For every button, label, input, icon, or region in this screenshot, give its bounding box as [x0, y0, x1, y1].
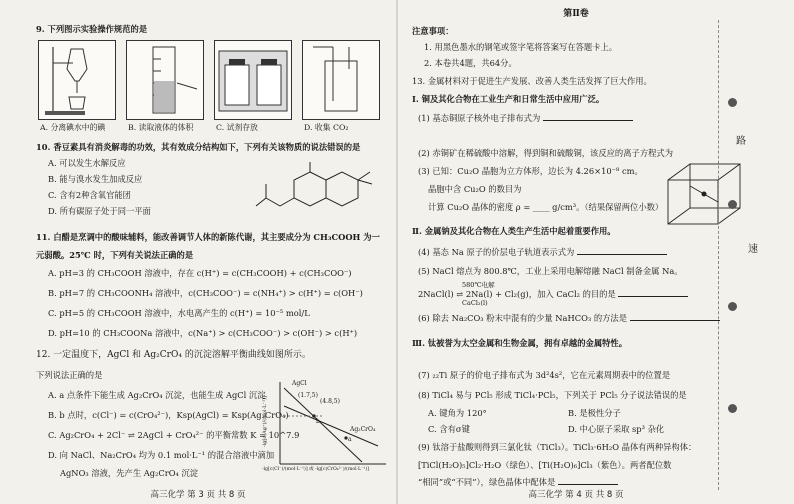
q10-option-d: D. 所有碳原子处于同一平面: [48, 206, 151, 216]
q11-option-d: D. pH=10 的 CH₃COONa 溶液中，c(Na⁺) > c(CH₃COO⁻) > c(OH⁻) > c(H⁺): [48, 328, 358, 338]
q12-option-d-cont: AgNO₃ 溶液，先产生 Ag₂CrO₄ 沉淀: [60, 468, 199, 478]
sub-q5: (5) NaCl 熔点为 800.8℃，工业上采用电解熔融 NaCl 制备金属 Na。: [418, 266, 683, 276]
q11-option-a: A. pH=3 的 CH₃COOH 溶液中，存在 c(H⁺) = c(CH₃COOH) + c(CH₃COO⁻): [48, 268, 352, 278]
sub-q1: (1) 基态铜原子核外电子排布式为: [418, 112, 734, 124]
q12-option-c: C. Ag₂CrO₄ + 2Cl⁻ ⇌ 2AgCl + CrO₄²⁻ 的平衡常数 K = 10^7.9: [48, 430, 300, 440]
sub-q5-equation: 2NaCl(l) ⇌ 2Na(l) + Cl₂(g)，加入 CaCl₂ 的目的是: [418, 288, 734, 300]
measuring-cylinder-figure: [126, 40, 204, 120]
sub-q8-option-b: B. 是极性分子: [568, 408, 621, 418]
point-b-label: b: [316, 418, 320, 425]
q12-line1: 12. 一定温度下，AgCl 和 Ag₂CrO₄ 的沉淀溶解平衡曲线如图所示。: [36, 350, 311, 360]
section2-title: Ⅱ. 金属钠及其化合物在人类生产生活中起着重要作用。: [412, 226, 616, 236]
binding-hole: [728, 404, 737, 413]
binding-line: [718, 20, 720, 490]
q9-option-c: C. 试剂存放: [216, 123, 258, 132]
sub-q8-option-c: C. 含有σ键: [428, 424, 470, 434]
sub-q9-ligand: “相同”或“不同”），绿色晶体中配体是: [418, 476, 734, 488]
coumarin-structure: [250, 158, 380, 220]
q12-option-a: A. a 点条件下能生成 Ag₂CrO₄ 沉淀，也能生成 AgCl 沉淀: [48, 390, 266, 400]
pt1-label: (1.7,5): [298, 392, 318, 399]
section3-title: Ⅲ. 钛被誉为太空金属和生物金属，拥有卓越的金属特性。: [412, 338, 628, 348]
gas-collection-figure: [302, 40, 380, 120]
q12-option-d: D. 向 NaCl、Na₂CrO₄ 均为 0.1 mol·L⁻¹ 的混合溶液中滴加: [48, 450, 275, 460]
q10-option-b: B. 能与溴水发生加成反应: [48, 174, 143, 184]
curve1-label: AgCl: [292, 380, 307, 387]
page-3: [0, 0, 396, 504]
page-4: [398, 0, 794, 504]
sub-q9-isomers: [TiCl(H₂O)₅]Cl₂·H₂O（绿色）、[Ti(H₂O)₆]Cl₃（紫色）。两者配位数: [418, 460, 672, 470]
sub-q2: (2) 赤铜矿在稀硫酸中溶解，得到铜和硫酸铜，该反应的离子方程式为: [418, 148, 674, 158]
graph-xlabel: -lg[c(Cl⁻)/(mol·L⁻¹)] 或 -lg[c(CrO₄²⁻)/(mol·L⁻¹)]: [262, 467, 369, 472]
side-margin-char: 速: [748, 244, 758, 255]
q11-line1: 11. 白醋是烹调中的酸味辅料，能改善调节人体的新陈代谢，其主要成分为 CH₃COOH 为一: [36, 232, 380, 242]
notes-title: 注意事项：: [412, 26, 454, 36]
sub-q8-option-d: D. 中心原子采取 sp³ 杂化: [568, 424, 665, 434]
curve2-label: Ag₂CrO₄: [350, 426, 376, 433]
point-a-label: a: [348, 436, 352, 443]
q12-option-b: B. b 点时，c(Cl⁻) = c(CrO₄²⁻)，Ksp(AgCl) = Ksp(Ag₂CrO₄): [48, 410, 289, 420]
q9-option-b: B. 读取液体的体积: [128, 123, 194, 132]
cu2o-unit-cell: [660, 160, 750, 228]
graph-ylabel: -lg[c(Ag⁺)/(mol·L⁻¹)]: [262, 396, 268, 448]
binding-hole: [728, 200, 737, 209]
sub-q3: (3) 已知：Cu₂O 晶胞为立方体形，边长为 4.26×10⁻⁸ cm。: [418, 166, 643, 176]
q10-option-c: C. 含有2种含氧官能团: [48, 190, 131, 200]
sub-q4: (4) 基态 Na 原子的价层电子轨道表示式为: [418, 246, 734, 258]
sub-q6: (6) 除去 Na₂CO₃ 粉末中混有的少量 NaHCO₃ 的方法是: [418, 312, 734, 324]
electrolysis-condition-below: CaCl₂(l): [462, 299, 488, 307]
separatory-funnel-figure: [38, 40, 116, 120]
page-4-footer: 高三化学 第 4 页 共 8 页: [528, 490, 624, 500]
note-1: 1. 用黑色墨水的钢笔或签字笔将答案写在答题卡上。: [424, 42, 618, 52]
q12-line2: 下列说法正确的是: [36, 370, 103, 380]
section1-title: Ⅰ. 铜及其化合物在工业生产和日常生活中应用广泛。: [412, 94, 605, 104]
sub-q8: (8) TiCl₄ 易与 PCl₅ 形成 TiCl₄·PCl₅，下列关于 PCl₅ 分子说法错误的是: [418, 390, 687, 400]
page-3-footer: 高三化学 第 3 页 共 8 页: [150, 490, 246, 500]
pt2-label: (4.8,5): [320, 398, 340, 405]
q9-option-d: D. 收集 CO₂: [304, 123, 349, 132]
q11-option-c: C. pH=5 的 CH₃COOH 溶液中，水电离产生的 c(H⁺) = 10⁻⁵ mol/L: [48, 308, 310, 318]
side-margin-char: 路: [736, 136, 746, 147]
q10-option-a: A. 可以发生水解反应: [48, 158, 126, 168]
binding-hole: [728, 302, 737, 311]
sub-q3-count: 晶胞中含 Cu₂O 的数目为: [428, 184, 522, 194]
binding-hole: [728, 98, 737, 107]
q9-option-a: A. 分离碘水中的碘: [40, 123, 106, 132]
q9-stem: 9. 下列图示实验操作规范的是: [36, 24, 148, 34]
sub-q9: (9) 钛溶于盐酸则得到三氯化钛（TiCl₃）。TiCl₃·6H₂O 晶体有两种异构体：: [418, 442, 697, 452]
q11-line2: 元弱酸。25℃ 时，下列有关说法正确的是: [36, 250, 194, 260]
note-2: 2. 本卷共4题，共64分。: [424, 58, 517, 68]
sub-q3-density: 计算 Cu₂O 晶体的密度 ρ = ____ g/cm³。（结果保留两位小数）: [428, 202, 664, 212]
sub-q8-option-a: A. 键角为 120°: [428, 408, 487, 418]
electrolysis-condition-above: 580℃电解: [462, 281, 495, 289]
part2-header: 第Ⅱ卷: [563, 9, 589, 19]
q11-option-b: B. pH=7 的 CH₃COONH₄ 溶液中，c(CH₃COO⁻) = c(NH₄⁺) > c(H⁺) = c(OH⁻): [48, 288, 363, 298]
solubility-graph: [262, 376, 390, 476]
sub-q7: (7) ₂₂Ti 原子的价电子排布式为 3d²4s²，它在元素周期表中的位置是: [418, 370, 671, 380]
q10-stem: 10. 香豆素具有消炎解毒的功效，其有效成分结构如下，下列有关该物质的说法错误的是: [36, 142, 361, 152]
reagent-storage-figure: [214, 40, 292, 120]
q13-stem: 13. 金属材料对于促进生产发展、改善人类生活发挥了巨大作用。: [412, 76, 652, 86]
